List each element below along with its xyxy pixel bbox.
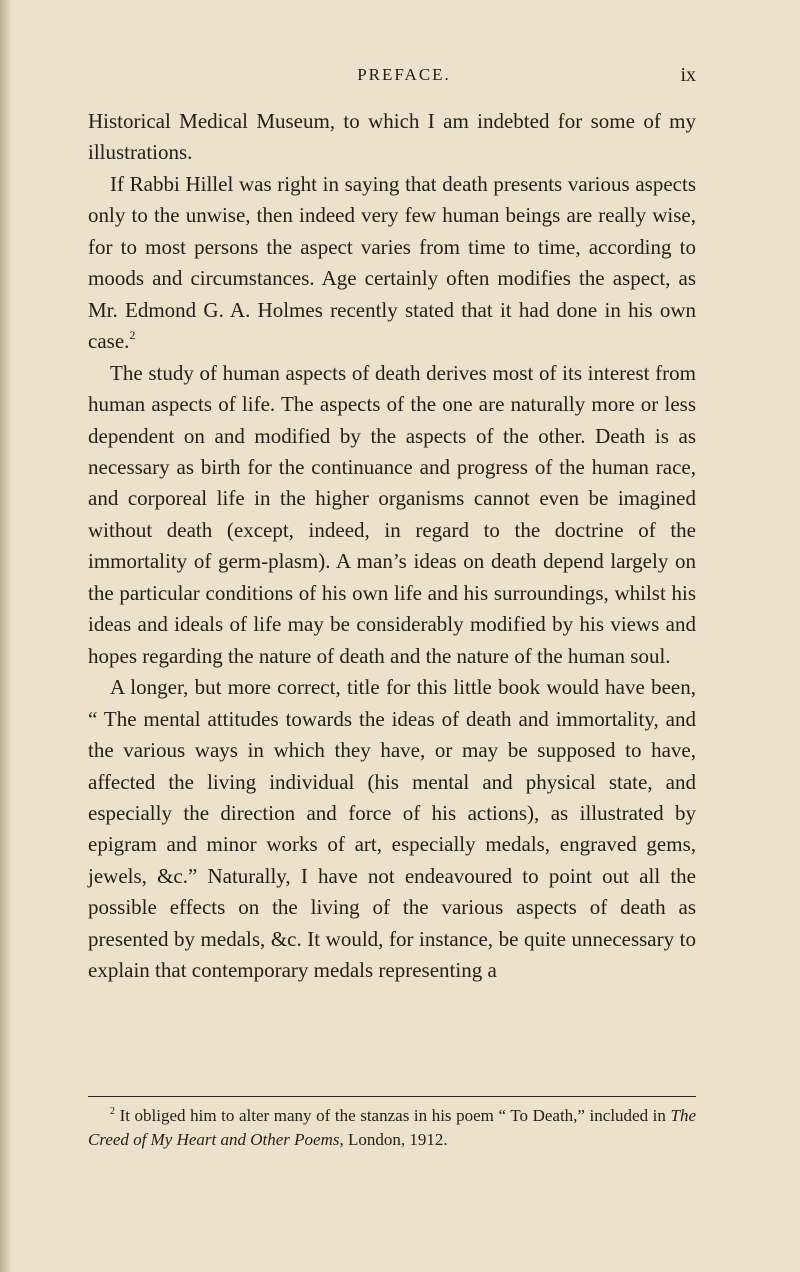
paragraph-text: A longer, but more correct, title for this little book would have been, “ The mental attitudes towards the ideas of death and immortality, and the various ways in which they have, or may be supposed to have, affected the living individual (his mental and physical state, and especially the direction and force of his actions), as illustrated by epigram and minor works of art, especially medals, engraved gems, jewels, &c.” Naturally, I have not endeavoured to point out all the possible effects on the living of the various aspects of death as presented by medals, &c. It would, for instance, be quite unnecessary to explain that contemporary medals representing a bbox=[88, 675, 696, 983]
page-edge-shadow bbox=[0, 0, 10, 1272]
footnote-text: It obliged him to alter many of the stanzas in his poem “ To Death,” included in bbox=[115, 1106, 671, 1125]
book-title: The Creed of My Heart and Other Poems bbox=[88, 1106, 696, 1149]
paragraph-text: Historical Medical Museum, to which I am indebted for some of my illustrations. bbox=[88, 109, 696, 165]
paragraph bbox=[88, 358, 696, 673]
paragraph bbox=[88, 672, 696, 987]
footnote-marker: 2 bbox=[110, 1106, 115, 1117]
main-text bbox=[88, 106, 696, 987]
footnote-paragraph bbox=[88, 1104, 696, 1152]
paragraph-text: The study of human aspects of death derives most of its interest from human aspects of life. The aspects of the one are naturally more or less dependent on and modified by the aspects of the other. Death is as necessary as birth for the continuance and progress of the human race, and corporeal life in the higher organisms cannot even be imagined without death (except, indeed, in regard to the doctrine of the immortality of germ-plasm). A man’s ideas on death depend largely on the particular conditions of his own life and his surroundings, whilst his ideas and ideals of life may be considerably modified by his views and hopes regarding the nature of death and the nature of the human soul. bbox=[88, 360, 696, 668]
running-head: PREFACE. bbox=[357, 65, 451, 84]
footnote-reference: 2 bbox=[129, 328, 136, 343]
footnote-text-end: , London, 1912. bbox=[339, 1130, 448, 1149]
footnote-divider bbox=[88, 1096, 696, 1097]
paragraph bbox=[88, 106, 696, 169]
page-number: ix bbox=[680, 64, 696, 86]
paragraph bbox=[88, 169, 696, 358]
paragraph-text: If Rabbi Hillel was right in saying that death presents various aspects only to the unwise, then indeed very few human beings are really wise, for to most persons the aspect varies from time to time, according to moods and circumstances. Age certainly often modifies the aspect, as Mr. Edmond G. A. Holmes recently stated that it had done in his own case. bbox=[88, 171, 696, 354]
footnote bbox=[88, 1104, 696, 1152]
page-header bbox=[112, 62, 696, 88]
